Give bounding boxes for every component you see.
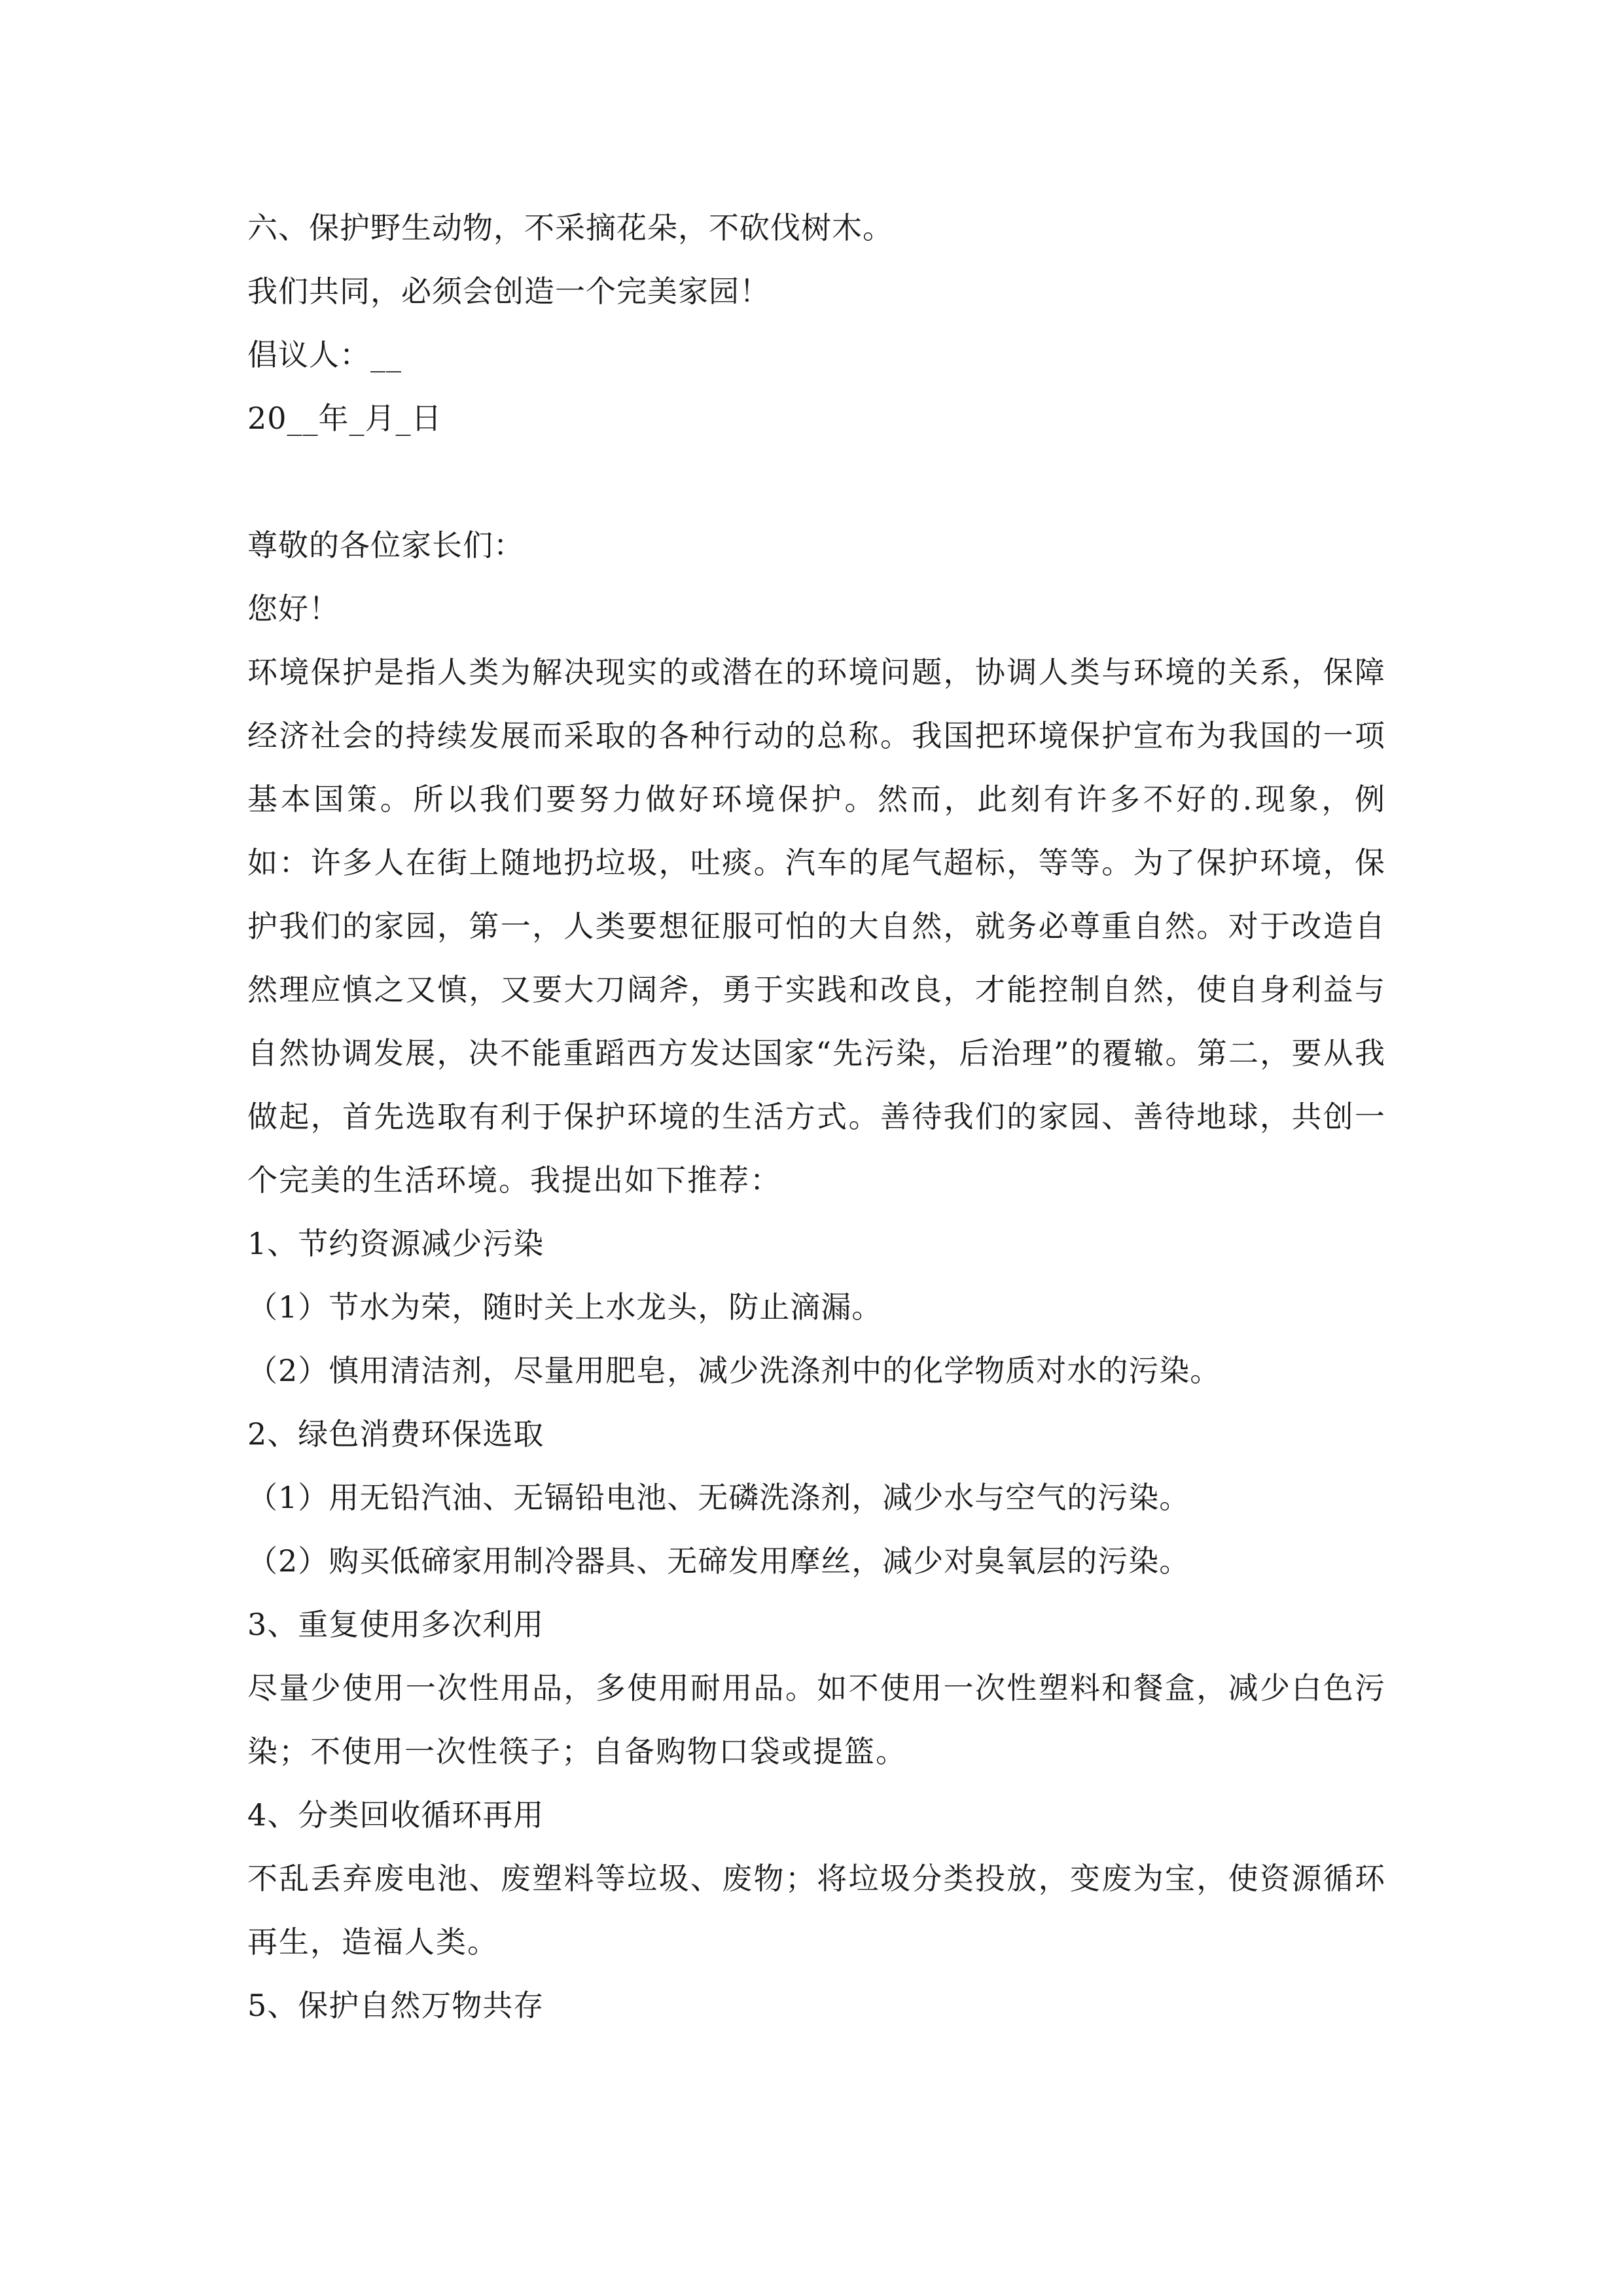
list-item: （1）节水为荣，随时关上水龙头，防止滴漏。 [247,1289,883,1325]
section-heading: 2、绿色消费环保选取 [247,1416,544,1452]
section-heading: 4、分类回收循环再用 [247,1797,544,1833]
intro-paragraph: 环境保护是指人类为解决现实的或潜在的环境问题，协调人类与环境的关系，保障经济社会的持续发展而采取的各种行动的总称。我国把环境保护宣布为我国的一项基本国策。所以我们要努力做好环境保护。然而，此刻有许多不好的.现象，例如：许多人在街上随地扔垃圾，吐痰。汽车的尾气超标，等等。为了保护环境，保护我们的家园，第一，人类要想征服可怕的大自然，就务必尊重自然。对于改造自然理应慎之又慎，又要大刀阔斧，勇于实践和改良，才能控制自然，使自身利益与自然协调发展，决不能重蹈西方发达国家“先污染，后治理”的覆辙。第二，要从我做起，首先选取有利于保护环境的生活方式。善待我们的家园、善待地球，共创一个完美的生活环境。我提出如下推荐： [247,655,1386,1198]
section-heading: 5、保护自然万物共存 [247,1988,544,2023]
list-item: （1）用无铅汽油、无镉铅电池、无磷洗涤剂，减少水与空气的污染。 [247,1480,1190,1515]
list-item: （2）慎用清洁剂，尽量用肥皂，减少洗涤剂中的化学物质对水的污染。 [247,1353,1221,1388]
section-heading: 1、节约资源减少污染 [247,1226,544,1261]
closing-line: 我们共同，必须会创造一个完美家园！ [247,274,770,309]
document-page [247,196,1386,2037]
salutation: 尊敬的各位家长们： [247,528,524,563]
list-item: （2）购买低碲家用制冷器具、无碲发用摩丝，减少对臭氧层的污染。 [247,1543,1190,1579]
section-gap [247,450,1386,514]
section-text: 尽量少使用一次性用品，多使用耐用品。如不使用一次性塑料和餐盒，减少白色污染；不使用一次性筷子；自备购物口袋或提篮。 [247,1670,1386,1769]
greeting: 您好！ [247,591,340,626]
signer-line: 倡议人：__ [247,337,402,372]
section-heading: 3、重复使用多次利用 [247,1607,544,1642]
item-six-line: 六、保护野生动物，不采摘花朵，不砍伐树木。 [247,210,893,245]
date-line: 20__年_月_日 [247,401,442,436]
section-text: 不乱丢弃废电池、废塑料等垃圾、废物；将垃圾分类投放，变废为宝，使资源循环再生，造福人类。 [247,1861,1386,1960]
